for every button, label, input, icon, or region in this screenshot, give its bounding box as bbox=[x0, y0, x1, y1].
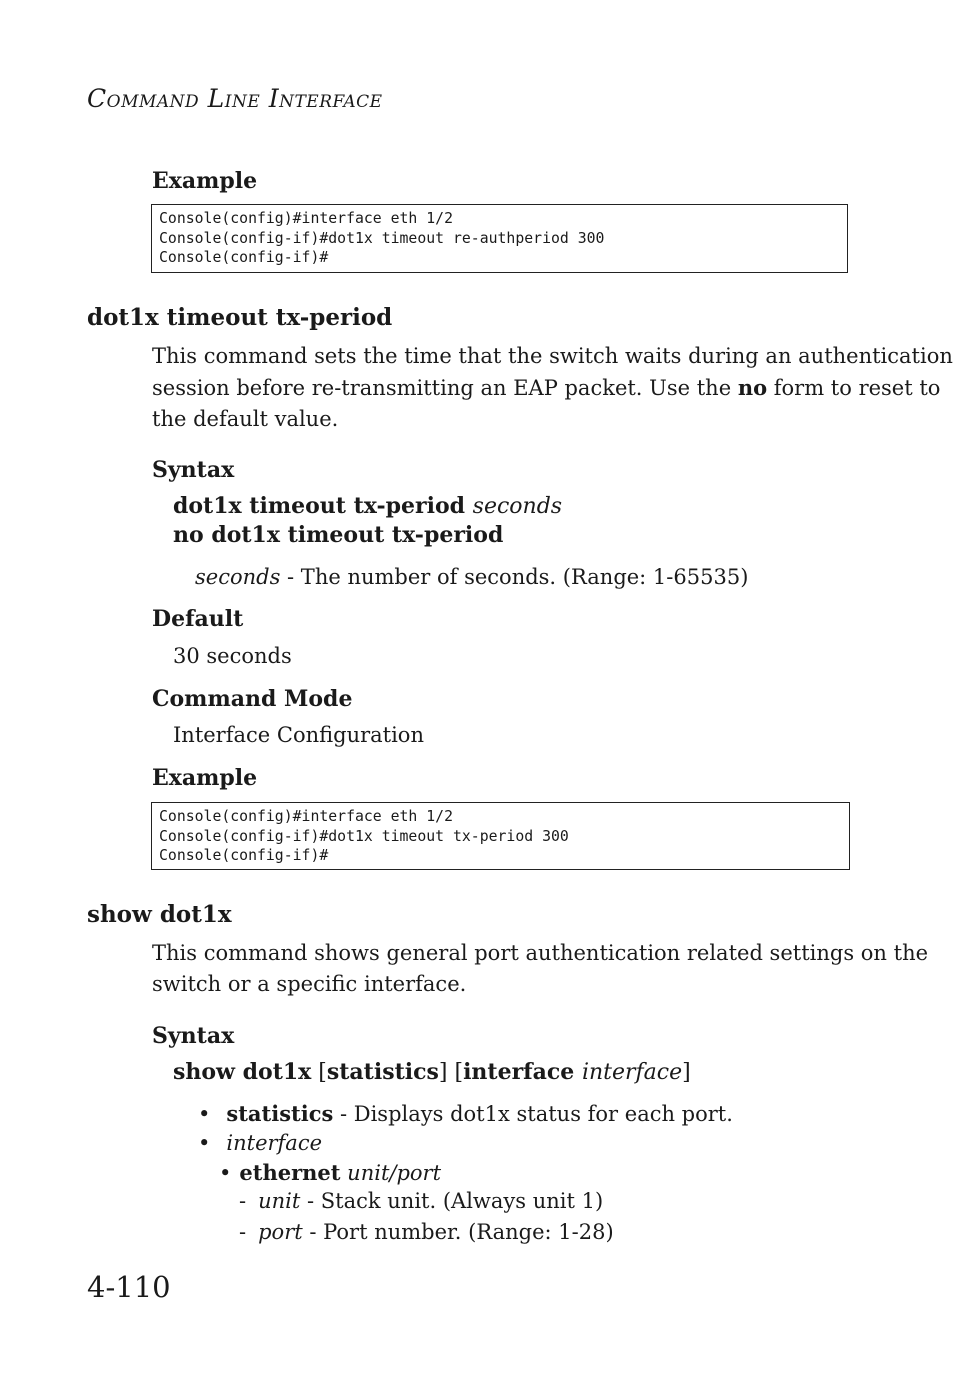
syntax-heading: Syntax bbox=[152, 457, 235, 483]
list-item: - port - Port number. (Range: 1-28) bbox=[239, 1220, 614, 1244]
page-number: 4-110 bbox=[87, 1270, 171, 1304]
syntax-line-no: no dot1x timeout tx-period bbox=[173, 522, 504, 548]
bullet: • bbox=[219, 1161, 232, 1185]
syntax-line: show dot1x [statistics] [interface interface] bbox=[173, 1059, 691, 1085]
code-line: Console(config)#interface eth 1/2 bbox=[159, 808, 453, 825]
code-example-reauth bbox=[151, 204, 848, 273]
list-item: • statistics - Displays dot1x status for each port. bbox=[198, 1101, 733, 1126]
description: This command shows general port authentication related settings on the switch or a specific interface. bbox=[152, 941, 929, 996]
example-heading: Example bbox=[152, 168, 258, 194]
running-header: COMMAND LINE INTERFACE bbox=[87, 84, 383, 113]
default-heading: Default bbox=[152, 606, 244, 632]
bullet: • bbox=[198, 1131, 211, 1155]
parameter-description: seconds - The number of seconds. (Range: 1-65535) bbox=[195, 565, 749, 589]
list-item: • interface bbox=[198, 1131, 323, 1155]
code-line: Console(config-if)#dot1x timeout tx-period 300 bbox=[159, 827, 569, 845]
section-title-show-dot1x: show dot1x bbox=[87, 901, 232, 928]
code-line: Console(config-if)#dot1x timeout re-authperiod 300 bbox=[159, 229, 605, 247]
syntax-heading: Syntax bbox=[152, 1023, 235, 1049]
bullet: • bbox=[198, 1102, 211, 1126]
list-item: • ethernet unit/port bbox=[219, 1160, 442, 1185]
section-title-tx-period: dot1x timeout tx-period bbox=[87, 304, 393, 331]
code-example-tx-period bbox=[151, 802, 850, 870]
description: This command sets the time that the switch waits during an authentication session before re-transmitting an EAP packet. Use the no form to reset to the default value. bbox=[152, 344, 953, 431]
code-line: Console(config-if)# bbox=[159, 249, 329, 266]
command-mode-value: Interface Configuration bbox=[173, 723, 424, 747]
command-mode-heading: Command Mode bbox=[152, 686, 353, 712]
default-value: 30 seconds bbox=[173, 644, 292, 668]
example-heading: Example bbox=[152, 765, 258, 791]
code-line: Console(config-if)# bbox=[159, 847, 329, 864]
code-line: Console(config)#interface eth 1/2 bbox=[159, 210, 453, 227]
list-item: - unit - Stack unit. (Always unit 1) bbox=[239, 1189, 604, 1213]
syntax-line: dot1x timeout tx-period seconds bbox=[173, 493, 563, 519]
